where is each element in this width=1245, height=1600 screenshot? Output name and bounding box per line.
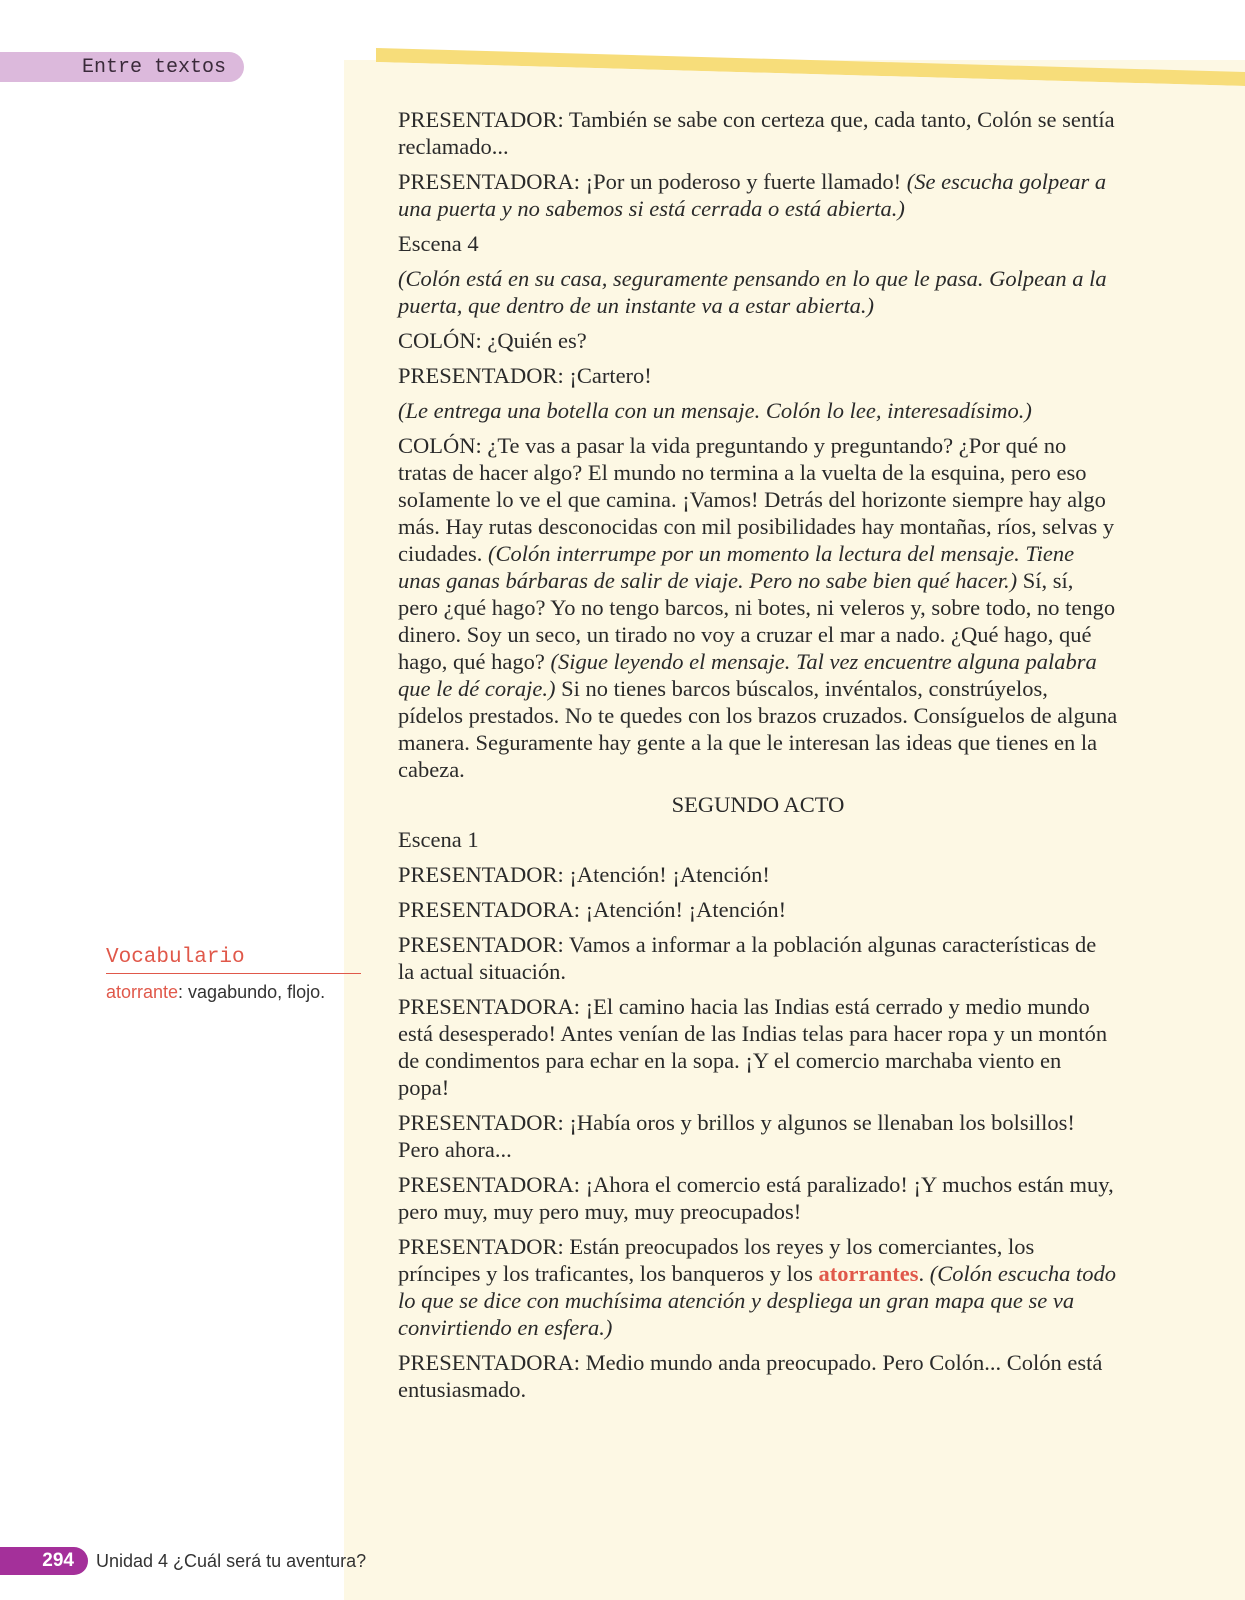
stage-direction: (Le entrega una botella con un mensaje. Colón lo lee, interesadísimo.) bbox=[398, 398, 1032, 423]
stage-direction: (Colón interrumpe por un momento la lectura del mensaje. Tiene unas ganas bárbaras de salir de viaje. Pero no sabe bien qué hacer.) bbox=[398, 541, 1075, 593]
page-number: 294 bbox=[0, 1547, 88, 1575]
dialogue-line: PRESENTADOR: Están preocupados los reyes y los comerciantes, los príncipes y los traficantes, los banqueros y los atorrantes. (Colón escucha todo lo que se dice con muchísima atención y despliega un gran mapa que se va convirtiendo en esfera.) bbox=[398, 1234, 1116, 1340]
stage-direction: (Colón está en su casa, seguramente pensando en lo que le pasa. Golpean a la puerta, que dentro de un instante va a estar abierta.) bbox=[398, 266, 1107, 318]
stage-direction: (Se escucha golpear a una puerta y no sabemos si está cerrada o está abierta.) bbox=[398, 169, 1107, 221]
speaker: PRESENTADORA: bbox=[398, 1172, 580, 1197]
speaker: PRESENTADORA: bbox=[398, 994, 580, 1019]
speaker: PRESENTADORA: bbox=[398, 1350, 580, 1375]
act-heading: SEGUNDO ACTO bbox=[671, 792, 845, 817]
speaker: PRESENTADOR: bbox=[398, 363, 564, 388]
vocabulary-entry bbox=[106, 982, 361, 1003]
dialogue-line: PRESENTADOR: ¡Atención! ¡Atención! bbox=[398, 862, 770, 887]
dialogue-line: PRESENTADORA: ¡Ahora el comercio está paralizado! ¡Y muchos están muy, pero muy, muy pero muy, muy preocupados! bbox=[398, 1172, 1114, 1224]
vocabulary-title: Vocabulario bbox=[106, 946, 361, 974]
stage-direction: (Sigue leyendo el mensaje. Tal vez encuentre alguna palabra que le dé coraje.) bbox=[398, 649, 1097, 701]
vocabulary-word: atorrantes bbox=[818, 1261, 919, 1286]
dialogue-line: PRESENTADOR: También se sabe con certeza que, cada tanto, Colón se sentía reclamado... bbox=[398, 107, 1115, 159]
dialogue-line: COLÓN: ¿Quién es? bbox=[398, 328, 587, 353]
speaker: PRESENTADOR: bbox=[398, 1110, 564, 1135]
vocabulary-term: atorrante bbox=[106, 982, 179, 1002]
vocabulary-box bbox=[106, 946, 361, 1003]
unit-title: Unidad 4 ¿Cuál será tu aventura? bbox=[96, 1550, 367, 1571]
dialogue-line: PRESENTADORA: Medio mundo anda preocupado. Pero Colón... Colón está entusiasmado. bbox=[398, 1350, 1103, 1402]
dialogue-line: PRESENTADOR: Vamos a informar a la población algunas características de la actual situación. bbox=[398, 932, 1097, 984]
paper-top-stripe bbox=[376, 46, 1245, 86]
stage-direction: (Colón escucha todo lo que se dice con muchísima atención y despliega un gran mapa que se va convirtiendo en esfera.) bbox=[398, 1261, 1116, 1340]
section-tab bbox=[0, 52, 244, 82]
dialogue-line: PRESENTADOR: ¡Había oros y brillos y algunos se llenaban los bolsillos! Pero ahora... bbox=[398, 1110, 1075, 1162]
speaker: PRESENTADOR: bbox=[398, 107, 564, 132]
speaker: COLÓN: bbox=[398, 328, 482, 353]
speaker: PRESENTADORA: bbox=[398, 169, 580, 194]
speaker: COLÓN: bbox=[398, 433, 482, 458]
dialogue-line: PRESENTADORA: ¡Por un poderoso y fuerte llamado! (Se escucha golpear a una puerta y no sabemos si está cerrada o está abierta.) bbox=[398, 169, 1107, 221]
dialogue-line: PRESENTADOR: ¡Cartero! bbox=[398, 363, 652, 388]
dialogue-line: PRESENTADORA: ¡El camino hacia las Indias está cerrado y medio mundo está desesperado! Antes venían de las Indias telas para hacer ropa y un montón de condimentos para echar en la sopa. ¡Y el comercio marchaba viento en popa! bbox=[398, 994, 1108, 1100]
dialogue-line: COLÓN: ¿Te vas a pasar la vida preguntando y preguntando? ¿Por qué no tratas de hacer algo? El mundo no termina a la vuelta de la esquina, pero eso soIamente lo ve el que camina. ¡Vamos! Detrás del horizonte siempre hay algo más. Hay rutas desconocidas con mil posibilidades hay montañas, ríos, selvas y ciudades. (Colón interrumpe por un momento la lectura del mensaje. Tiene unas ganas bárbaras de salir de viaje. Pero no sabe bien qué hacer.) Sí, sí, pero ¿qué hago? Yo no tengo barcos, ni botes, ni veleros y, sobre todo, no tengo dinero. Soy un seco, un tirado no voy a cruzar el mar a nado. ¿Qué hago, qué hago, qué hago? (Sigue leyendo el mensaje. Tal vez encuentre alguna palabra que le dé coraje.) Si no tienes barcos búscalos, invéntalos, constrúyelos, pídelos prestados. No te quedes con los brazos cruzados. Consíguelos de alguna manera. Seguramente hay gente a la que le interesan las ideas que tienes en la cabeza. bbox=[398, 433, 1118, 782]
speaker: PRESENTADOR: bbox=[398, 862, 564, 887]
page-footer bbox=[0, 1546, 366, 1576]
speaker: PRESENTADOR: bbox=[398, 1234, 564, 1259]
section-title: Entre textos bbox=[81, 56, 226, 79]
dialogue-line: PRESENTADORA: ¡Atención! ¡Atención! bbox=[398, 897, 787, 922]
speaker: PRESENTADOR: bbox=[398, 932, 564, 957]
speaker: PRESENTADORA: bbox=[398, 897, 580, 922]
scene-heading: Escena 4 bbox=[398, 231, 479, 256]
vocabulary-definition: : vagabundo, flojo. bbox=[178, 982, 326, 1002]
scene-heading: Escena 1 bbox=[398, 827, 479, 852]
play-text bbox=[398, 106, 1118, 1411]
